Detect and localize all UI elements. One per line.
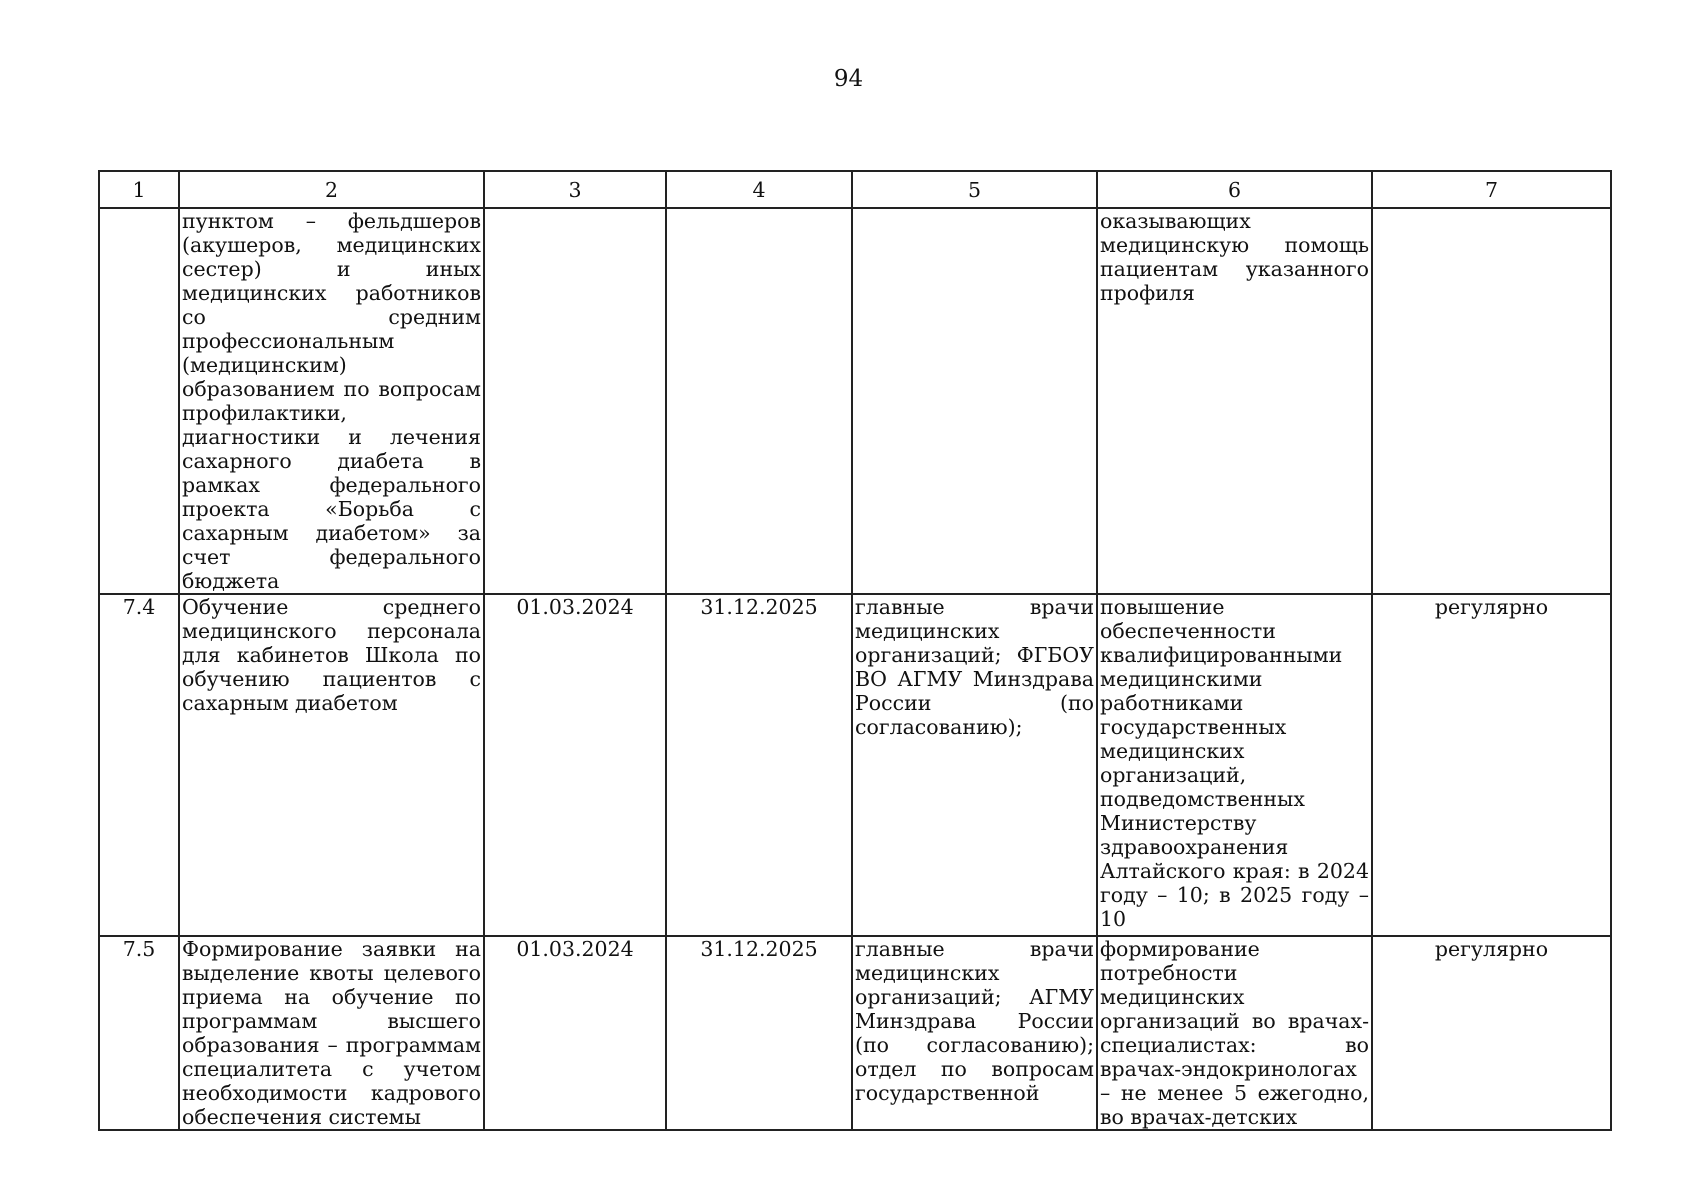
plan-table: [98, 170, 1612, 1131]
frequency-cell: регулярно: [1372, 936, 1611, 1130]
row-number: 7.5: [99, 936, 179, 1130]
header-col-5: 5: [852, 171, 1097, 208]
table-row: [99, 936, 1611, 1130]
end-date-cell: [666, 208, 852, 594]
frequency-cell: [1372, 208, 1611, 594]
header-col-1: 1: [99, 171, 179, 208]
result-cell: оказывающих медицинскую помощь пациентам указанного профиля: [1097, 208, 1372, 594]
end-date-cell: 31.12.2025: [666, 936, 852, 1130]
header-row: [99, 171, 1611, 208]
table-row: [99, 594, 1611, 936]
responsible-cell: главные врачи медицинских организаций; АГМУ Минздрава России (по согласованию); отдел по вопросам государственной: [852, 936, 1097, 1130]
start-date-cell: 01.03.2024: [484, 936, 666, 1130]
frequency-cell: регулярно: [1372, 594, 1611, 936]
responsible-cell: [852, 208, 1097, 594]
activity-cell: Формирование заявки на выделение квоты целевого приема на обучение по программам высшего образования – программам специалитета с учетом необходимости кадрового обеспечения системы: [179, 936, 484, 1130]
header-col-7: 7: [1372, 171, 1611, 208]
header-col-3: 3: [484, 171, 666, 208]
row-number: 7.4: [99, 594, 179, 936]
end-date-cell: 31.12.2025: [666, 594, 852, 936]
header-col-2: 2: [179, 171, 484, 208]
table-row: [99, 208, 1611, 594]
responsible-cell: главные врачи медицинских организаций; ФГБОУ ВО АГМУ Минздрава России (по согласованию);: [852, 594, 1097, 936]
result-cell: формирование потребности медицинских организаций во врачах-специалистах: во врачах-эндокринологах – не менее 5 ежегодно, во врачах-детских: [1097, 936, 1372, 1130]
page-number: 94: [833, 66, 864, 92]
header-col-4: 4: [666, 171, 852, 208]
start-date-cell: 01.03.2024: [484, 594, 666, 936]
row-number: [99, 208, 179, 594]
header-col-6: 6: [1097, 171, 1372, 208]
activity-cell: Обучение среднего медицинского персонала для кабинетов Школа по обучению пациентов с сахарным диабетом: [179, 594, 484, 936]
start-date-cell: [484, 208, 666, 594]
activity-cell: пунктом – фельдшеров (акушеров, медицинских сестер) и иных медицинских работников со средним профессиональным (медицинским) образованием по вопросам профилактики, диагностики и лечения сахарного диабета в рамках федерального проекта «Борьба с сахарным диабетом» за счет федерального бюджета: [179, 208, 484, 594]
result-cell: повышение обеспеченности квалифицированными медицинскими работниками государственных медицинских организаций, подведомственных Министерству здравоохранения Алтайского края: в 2024 году – 10; в 2025 году – 10: [1097, 594, 1372, 936]
